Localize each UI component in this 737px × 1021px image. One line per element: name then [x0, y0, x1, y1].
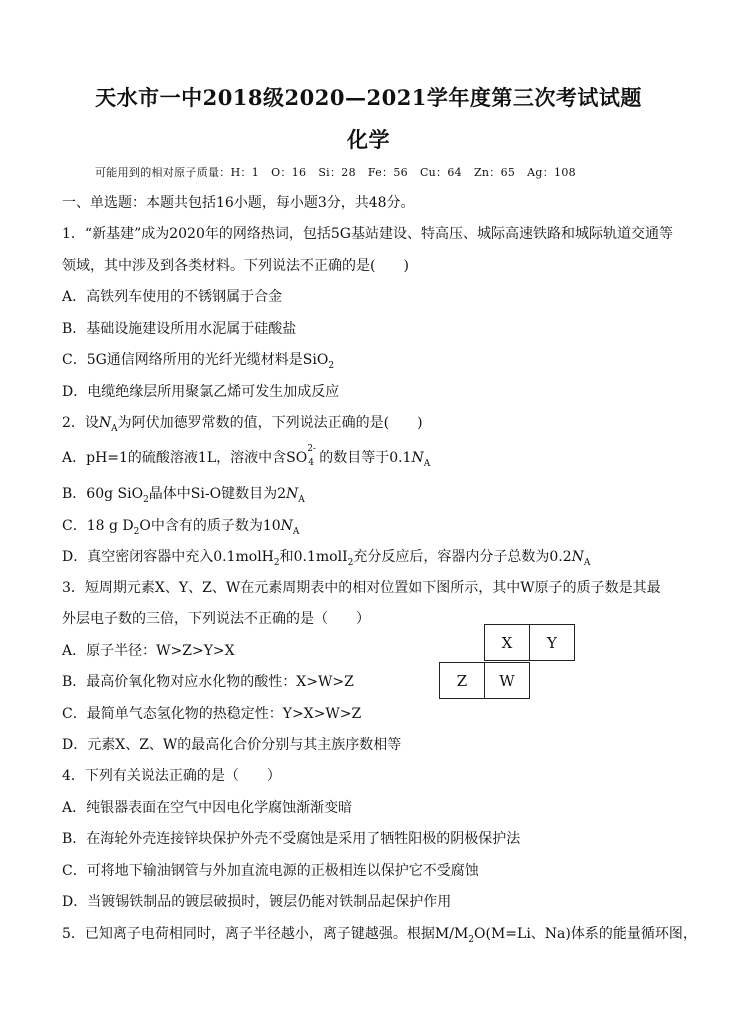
q2-d-sub2: 2 [347, 557, 354, 568]
q2-d-na: N [571, 549, 584, 565]
q1-option-b: B．基础设施建设所用水泥属于硅酸盐 [62, 321, 297, 337]
q2-a-na-sub: A [423, 458, 431, 469]
q1-option-c [62, 350, 334, 376]
q1-option-c-sub: 2 [328, 360, 335, 371]
q1-option-c-text: C．5G通信网络所用的光纤光缆材料是SiO [62, 352, 329, 368]
q1-option-d: D．电缆绝缘层所用聚氯乙烯可发生加成反应 [62, 384, 340, 400]
mass-fe: Fe：56 [367, 166, 408, 179]
q4-option-a: A．纯银器表面在空气中因电化学腐蚀渐渐变暗 [62, 800, 353, 816]
q2-d-mid: 和0.1molI [279, 549, 348, 565]
q3-option-a: A．原子半径：W>Z>Y>X [62, 643, 235, 659]
q2-d-post: 充分反应后，容器内分子总数为0.2 [353, 549, 572, 565]
q2-a-na: N [411, 450, 424, 466]
q5-stem [62, 924, 697, 950]
q2-c-na-sub: A [292, 526, 300, 537]
q2-a-post: 的数目等于0.1 [319, 450, 412, 466]
q4-stem: 4．下列有关说法正确的是（ ） [62, 768, 281, 784]
q2-b-post: 晶体中Si-O键数目为2 [148, 486, 286, 502]
q2-na: N [98, 415, 112, 431]
q2-na-sub: A [111, 423, 118, 434]
exam-title: 天水市一中2018级2020—2021学年度第三次考试试题 [95, 85, 642, 110]
q2-stem-post: 为阿伏加德罗常数的值，下列说法正确的是( ) [117, 415, 423, 431]
q1-option-a: A．高铁列车使用的不锈钢属于合金 [62, 289, 283, 305]
mass-si: Si：28 [318, 166, 356, 179]
section-heading: 一、单选题：本题共包括16小题，每小题3分，共48分。 [62, 195, 415, 211]
q1-stem-line2: 领域，其中涉及到各类材料。下列说法不正确的是( ) [62, 258, 409, 274]
q3-option-d: D．元素X、Z、W的最高化合价分别与其主族序数相等 [62, 737, 402, 753]
q2-c-pre: C．18 g D [62, 518, 134, 534]
subject-title: 化学 [347, 127, 390, 152]
q2-a-sup: 2- [307, 444, 316, 454]
q2-d-sub1: 2 [273, 557, 280, 568]
q2-b-pre: B．60g SiO [62, 486, 144, 502]
q3-option-c: C．最简单气态氢化物的热稳定性：Y>X>W>Z [62, 706, 362, 722]
q3-stem-line2: 外层电子数的三倍，下列说法不正确的是（ ） [62, 611, 370, 627]
q2-stem-pre: 2．设 [62, 415, 99, 431]
atomic-masses [95, 163, 588, 183]
q2-d-na-sub: A [583, 557, 591, 568]
q3-stem-line1: 3．短周期元素X、Y、Z、W在元素周期表中的相对位置如下图所示，其中W原子的质子数是其最 [62, 580, 661, 596]
q2-c-post: O中含有的质子数为10 [139, 518, 281, 534]
q2-a-pre: A．pH=1的硫酸溶液1L，溶液中含SO [62, 450, 308, 466]
q4-option-b: B．在海轮外壳连接锌块保护外壳不受腐蚀是采用了牺牲阳极的阴极保护法 [62, 831, 521, 847]
cell-z: Z [439, 662, 485, 699]
q2-c-sub: 2 [133, 526, 140, 537]
cell-x: X [484, 624, 530, 661]
q2-b-na: N [285, 486, 299, 502]
q2-option-d [62, 547, 590, 573]
q4-option-d: D．当镀锡铁制品的镀层破损时，镀层仍能对铁制品起保护作用 [62, 894, 452, 910]
cell-w: W [484, 662, 530, 699]
q2-a-sub: 4 [308, 458, 314, 468]
q2-stem [62, 413, 423, 439]
q2-option-b [62, 484, 305, 510]
q2-b-sub: 2 [143, 494, 149, 505]
mass-zn: Zn：65 [473, 166, 516, 179]
mass-h: H：1 [230, 166, 260, 179]
q3-option-b: B．最高价氧化物对应水化物的酸性：X>W>Z [62, 674, 354, 690]
mass-o: O：16 [271, 166, 307, 179]
mass-cu: Cu：64 [419, 166, 462, 179]
q5-stem-pre: 5．已知离子电荷相同时，离子半径越小，离子键越强。根据M/M [62, 926, 469, 942]
q5-stem-sub: 2 [468, 934, 475, 945]
q2-option-a [62, 444, 431, 474]
q5-stem-post: O(M=Li、Na)体系的能量循环图， [474, 926, 697, 942]
q2-option-c [62, 516, 299, 542]
q2-c-na: N [280, 518, 293, 534]
q2-b-na-sub: A [298, 494, 305, 505]
q4-option-c: C．可将地下输油钢管与外加直流电源的正极相连以保护它不受腐蚀 [62, 863, 479, 879]
cell-y: Y [529, 624, 575, 661]
mass-ag: Ag：108 [527, 166, 576, 179]
q1-stem-line1: 1．“新基建”成为2020年的网络热词，包括5G基站建设、特高压、城际高速铁路和城际轨道交通等 [62, 226, 673, 242]
atomic-masses-label: 可能用到的相对原子质量： [95, 166, 231, 179]
q2-d-pre: D．真空密闭容器中充入0.1molH [62, 549, 274, 565]
